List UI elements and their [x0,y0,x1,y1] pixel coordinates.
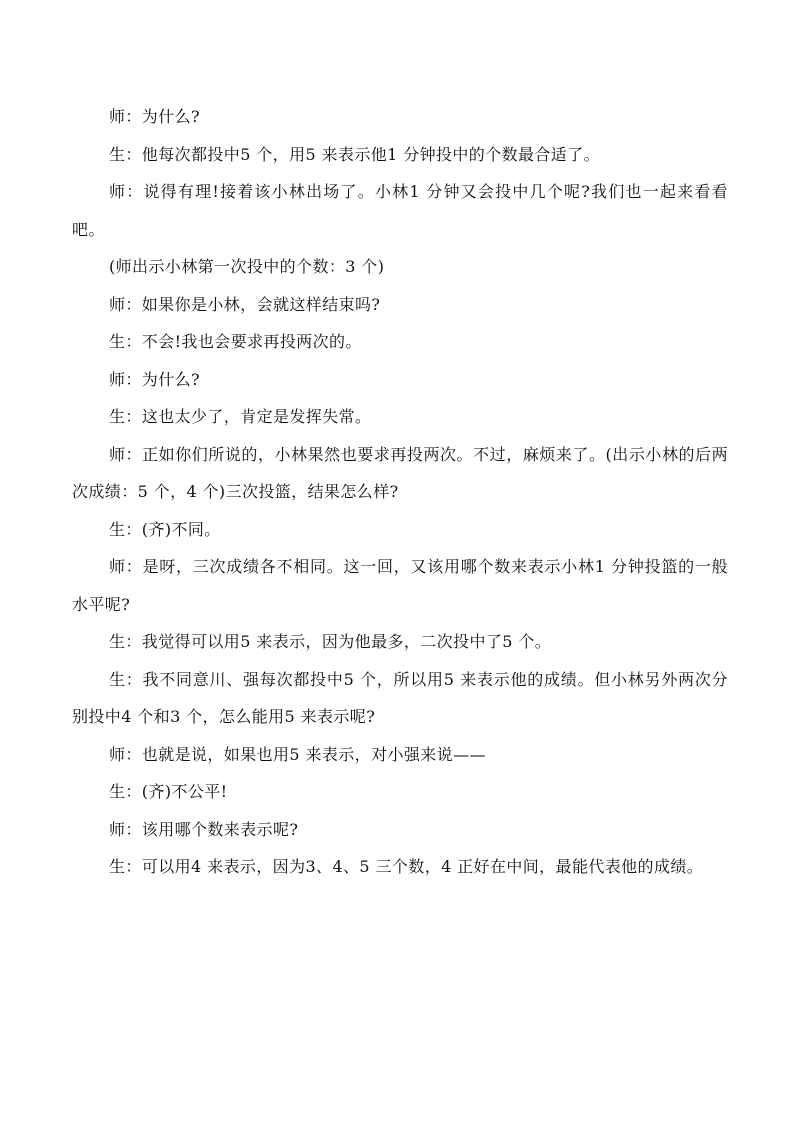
paragraph-13: 生：我不同意川、强每次都投中5 个，所以用5 来表示他的成绩。但小林另外两次分别投中4 个和3 个，怎么能用5 来表示呢? [72,669,728,726]
paragraph-14: 师：也就是说，如果也用5 来表示，对小强来说—— [109,744,486,764]
paragraph-9: 师：正如你们所说的，小林果然也要求再投两次。不过，麻烦来了。(出示小林的后两次成绩：5 个，4 个)三次投篮，结果怎么样? [72,444,728,501]
paragraph-3: 师：说得有理!接着该小林出场了。小林1 分钟又会投中几个呢?我们也一起来看看吧。 [72,182,728,239]
paragraph-6: 生：不会!我也会要求再投两次的。 [109,332,362,351]
paragraph-1: 师：为什么? [109,107,200,126]
paragraph-11: 师：是呀，三次成绩各不相同。这一回，又该用哪个数来表示小林1 分钟投篮的一般水平呢? [72,557,728,614]
paragraph-10: 生：(齐)不同。 [109,519,221,539]
paragraph-2: 生：他每次都投中5 个，用5 来表示他1 分钟投中的个数最合适了。 [109,144,600,164]
paragraph-17: 生：可以用4 来表示，因为3、4、5 三个数，4 正好在中间，最能代表他的成绩。 [109,857,704,876]
paragraph-15: 生：(齐)不公平! [109,782,228,801]
paragraph-16: 师：该用哪个数来表示呢? [109,819,299,839]
paragraph-4: (师出示小林第一次投中的个数：3 个) [109,257,385,276]
paragraph-12: 生：我觉得可以用5 来表示，因为他最多，二次投中了5 个。 [109,632,552,651]
document-body [72,98,728,886]
paragraph-8: 生：这也太少了，肯定是发挥失常。 [109,407,372,426]
paragraph-5: 师：如果你是小林，会就这样结束吗? [109,294,381,314]
paragraph-7: 师：为什么? [109,369,200,389]
